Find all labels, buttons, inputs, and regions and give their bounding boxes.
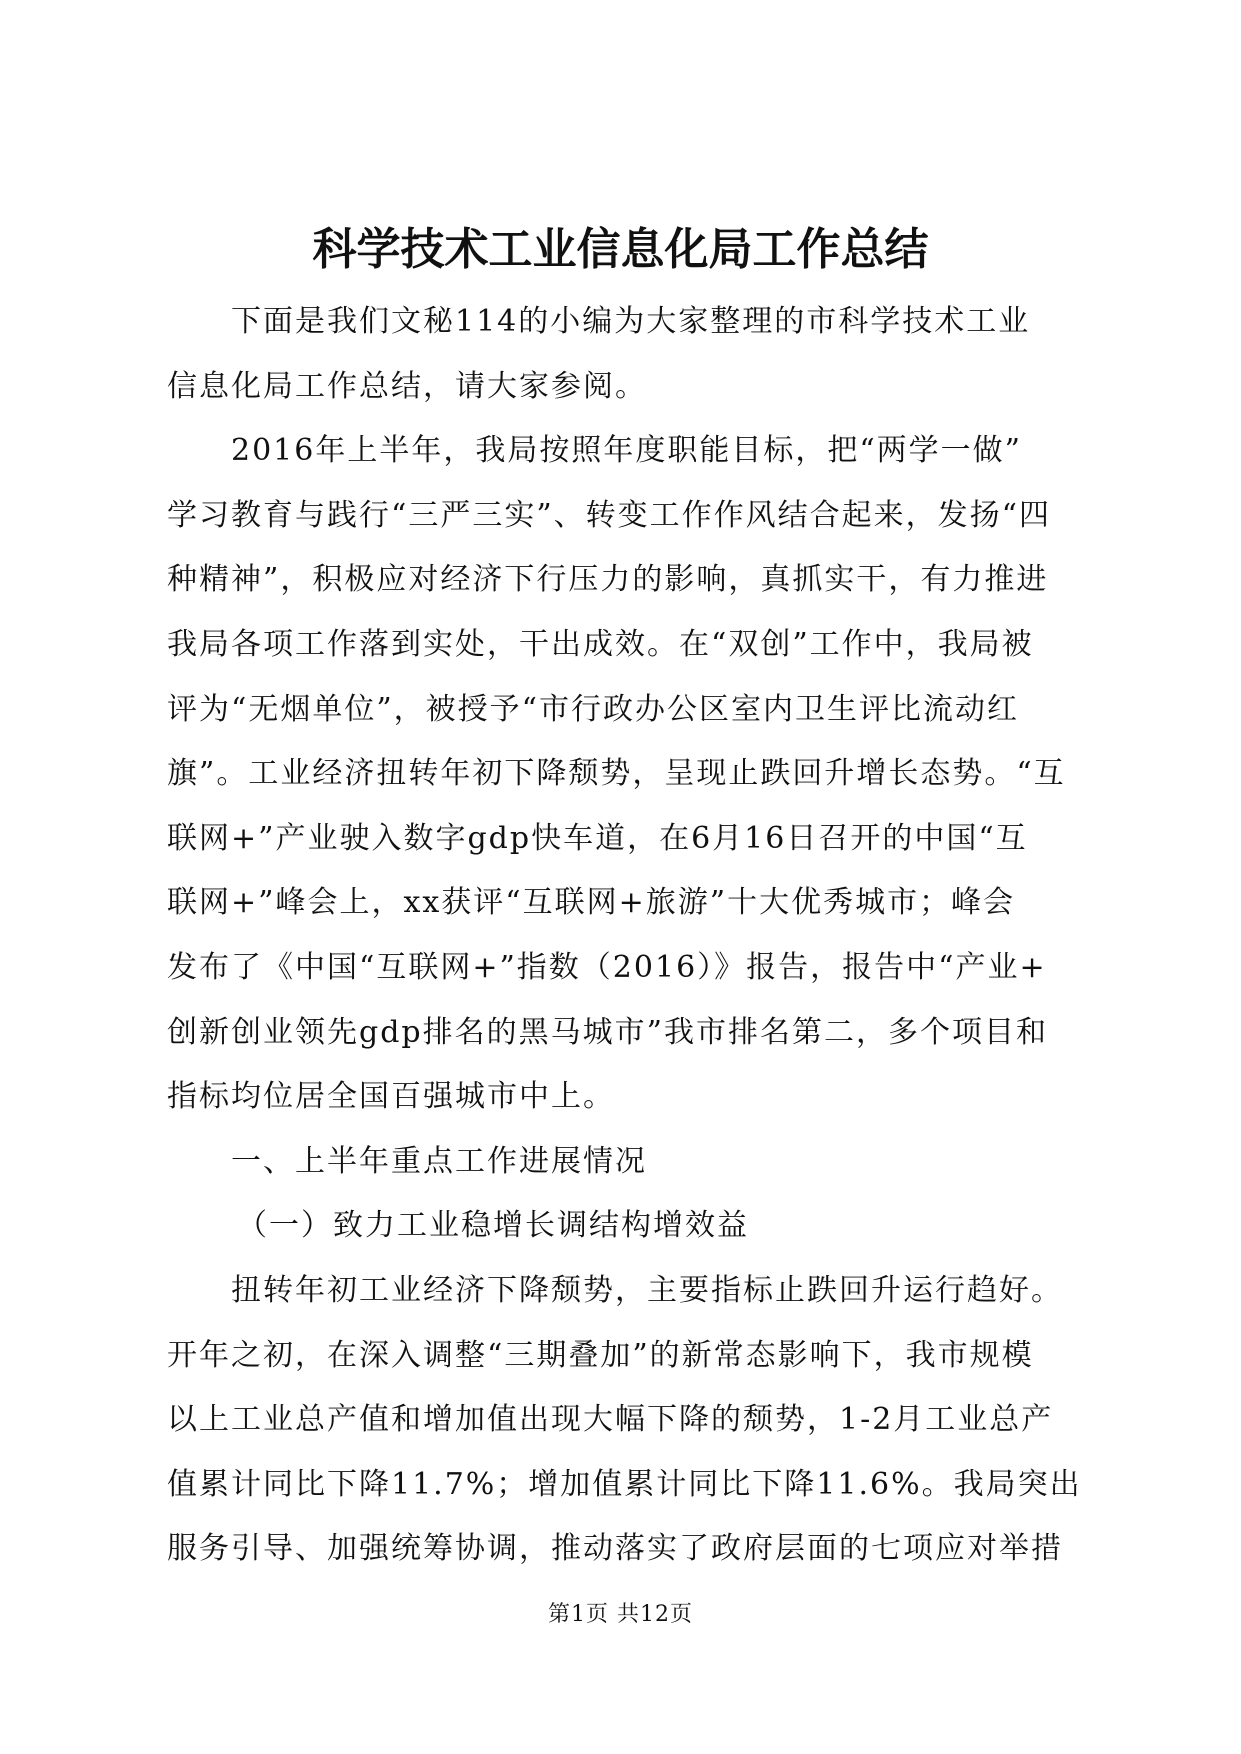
body-line-10: 联网+”峰会上，xx获评“互联网+旅游”十大优秀城市；峰会	[167, 885, 1016, 921]
page-footer: 第1页 共12页	[548, 1602, 693, 1627]
body-line-6: 我局各项工作落到实处，干出成效。在“双创”工作中，我局被	[167, 626, 1034, 662]
body-line-2: 信息化局工作总结，请大家参阅。	[167, 368, 647, 404]
body-line-8: 旗”。工业经济扭转年初下降颓势，呈现止跌回升增长态势。“互	[167, 756, 1066, 792]
body-line-16: 扭转年初工业经济下降颓势，主要指标止跌回升运行趋好。	[231, 1272, 1063, 1308]
body-line-13: 指标均位居全国百强城市中上。	[167, 1079, 615, 1115]
document-body	[167, 290, 1087, 1582]
body-line-5: 种精神”，积极应对经济下行压力的影响，真抓实干，有力推进	[167, 562, 1049, 598]
body-line-3: 2016年上半年，我局按照年度职能目标，把“两学一做”	[231, 433, 1023, 469]
document-title: 科学技术工业信息化局工作总结	[312, 224, 929, 275]
body-line-4: 学习教育与践行“三严三实”、转变工作作风结合起来，发扬“四	[167, 497, 1052, 533]
body-line-12: 创新创业领先gdp排名的黑马城市”我市排名第二，多个项目和	[167, 1014, 1048, 1050]
section-heading: 一、上半年重点工作进展情况	[231, 1143, 647, 1179]
body-line-1: 下面是我们文秘114的小编为大家整理的市科学技术工业	[231, 304, 1031, 339]
body-line-11: 发布了《中国“互联网+”指数（2016）》报告，报告中“产业+	[167, 949, 1047, 985]
body-line-9: 联网+”产业驶入数字gdp快车道，在6月16日召开的中国“互	[167, 820, 1028, 856]
subsection-heading: （一）致力工业稳增长调结构增效益	[237, 1208, 749, 1244]
body-line-17: 开年之初，在深入调整“三期叠加”的新常态影响下，我市规模	[167, 1337, 1034, 1373]
body-line-20: 服务引导、加强统筹协调，推动落实了政府层面的七项应对举措	[167, 1531, 1063, 1567]
body-line-18: 以上工业总产值和增加值出现大幅下降的颓势，1-2月工业总产	[167, 1402, 1054, 1438]
body-line-7: 评为“无烟单位”，被授予“市行政办公区室内卫生评比流动红	[167, 691, 1020, 727]
body-line-19: 值累计同比下降11.7%；增加值累计同比下降11.6%。我局突出	[167, 1466, 1082, 1502]
